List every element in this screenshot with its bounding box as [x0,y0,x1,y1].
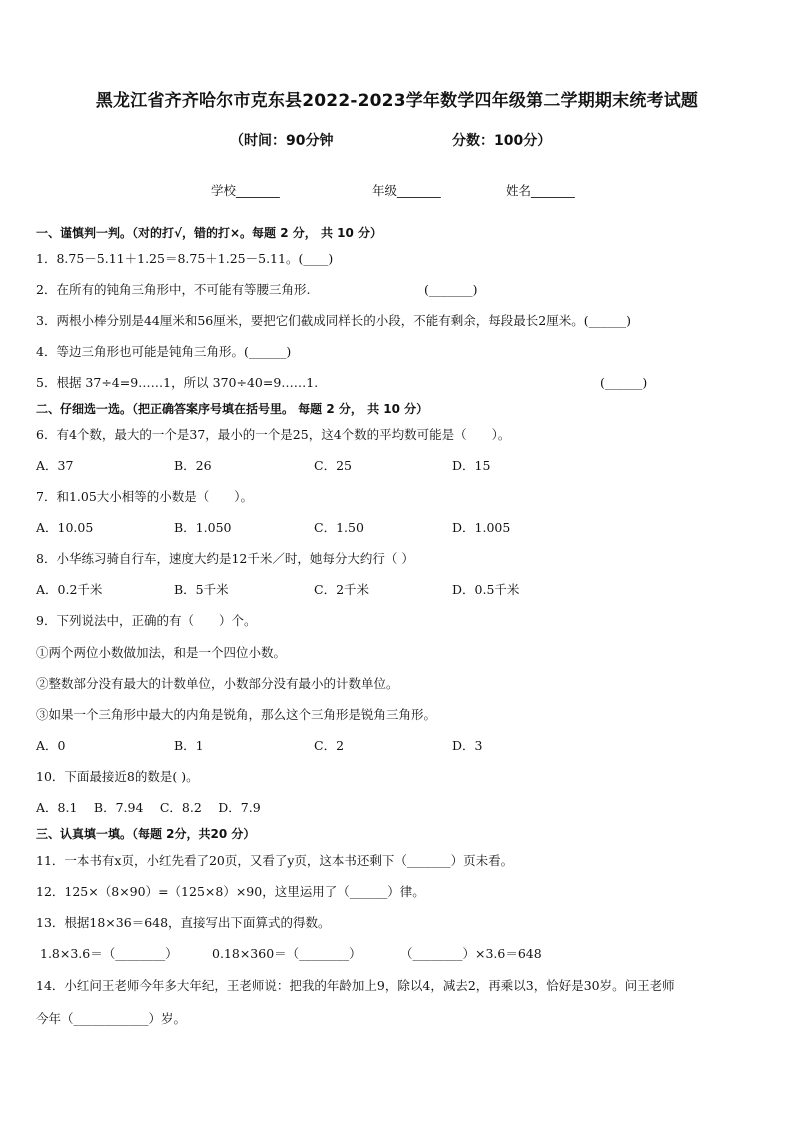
question-5: 5．根据 37÷4=9……1，所以 370÷40=9……1. [36,375,319,390]
q8-option-b: B．5千米 [174,582,229,597]
q13-calc-c: （________）×3.6＝648 [400,946,542,961]
q7-option-d: D．1.005 [452,520,511,535]
question-1: 1．8.75－5.11＋1.25＝8.75＋1.25－5.11。(____) [36,251,334,266]
q8-option-c: C．2千米 [314,582,370,597]
question-5-blank: (______) [600,375,648,390]
question-12: 12．125×（8×90）=（125×8）×90，这里运用了（______）律。 [36,884,425,899]
school-field: 学校_______ [211,183,280,198]
q9-option-d: D．3 [452,738,483,753]
name-field: 姓名_______ [506,183,575,198]
question-13: 13．根据18×36＝648，直接写出下面算式的得数。 [36,915,331,930]
question-6: 6．有4个数，最大的一个是37，最小的一个是25，这4个数的平均数可能是（ ）。 [36,427,511,442]
q7-option-a: A．10.05 [36,520,94,535]
q8-option-a: A．0.2千米 [36,582,103,597]
q6-option-d: D．15 [452,458,491,473]
question-4: 4．等边三角形也可能是钝角三角形。(______) [36,344,292,359]
q13-calc-a: 1.8×3.6＝（________） [40,946,178,961]
section-2-heading: 二、仔细选一选。（把正确答案序号填在括号里。 每题 2 分， 共 10 分） [36,402,429,416]
q9-statement-1: ①两个两位小数做加法，和是一个四位小数。 [36,645,287,660]
grade-field: 年级_______ [372,183,441,198]
question-8: 8．小华练习骑自行车，速度大约是12千米／时，她每分大约行（ ） [36,551,414,566]
question-9: 9．下列说法中，正确的有（ ）个。 [36,613,257,628]
section-1-heading: 一、谨慎判一判。（对的打√，错的打×。每题 2 分， 共 10 分） [36,226,382,240]
score-label: 分数：100分） [452,133,552,149]
question-14: 14．小红问王老师今年多大年纪，王老师说：把我的年龄加上9，除以4，减去2，再乘以3，恰好是30岁。问王老师 [36,978,675,993]
exam-subtitle [0,130,794,152]
q7-option-b: B．1.050 [174,520,232,535]
student-info [0,181,794,201]
q9-statement-2: ②整数部分没有最大的计数单位，小数部分没有最小的计数单位。 [36,676,399,691]
q13-calc-b: 0.18×360＝（________） [212,946,362,961]
question-10: 10．下面最接近8的数是( )。 [36,769,199,784]
question-14-continued: 今年（____________）岁。 [36,1011,187,1026]
question-11: 11．一本书有x页，小红先看了20页，又看了y页，这本书还剩下（_______）页未看。 [36,853,514,868]
q6-option-b: B．26 [174,458,212,473]
q8-option-d: D．0.5千米 [452,582,520,597]
question-3: 3．两根小棒分别是44厘米和56厘米，要把它们截成同样长的小段，不能有剩余，每段最长2厘米。(______) [36,313,631,328]
q9-option-a: A．0 [36,738,66,753]
exam-title: 黑龙江省齐齐哈尔市克东县2022-2023学年数学四年级第二学期期末统考试题 [95,91,699,111]
q7-option-c: C．1.50 [314,520,364,535]
q10-options: A．8.1 B．7.94 C．8.2 D．7.9 [36,800,261,815]
question-2-blank: (_______) [424,282,478,297]
time-label: （时间：90分钟 [230,133,334,149]
q6-option-c: C．25 [314,458,352,473]
section-3-heading: 三、认真填一填。（每题 2分，共20 分） [36,827,256,841]
q9-option-b: B．1 [174,738,204,753]
q9-statement-3: ③如果一个三角形中最大的内角是锐角，那么这个三角形是锐角三角形。 [36,707,437,722]
question-7: 7．和1.05大小相等的小数是（ ）。 [36,489,254,504]
q9-option-c: C．2 [314,738,345,753]
question-2: 2．在所有的钝角三角形中，不可能有等腰三角形. [36,282,311,297]
q6-option-a: A．37 [36,458,74,473]
